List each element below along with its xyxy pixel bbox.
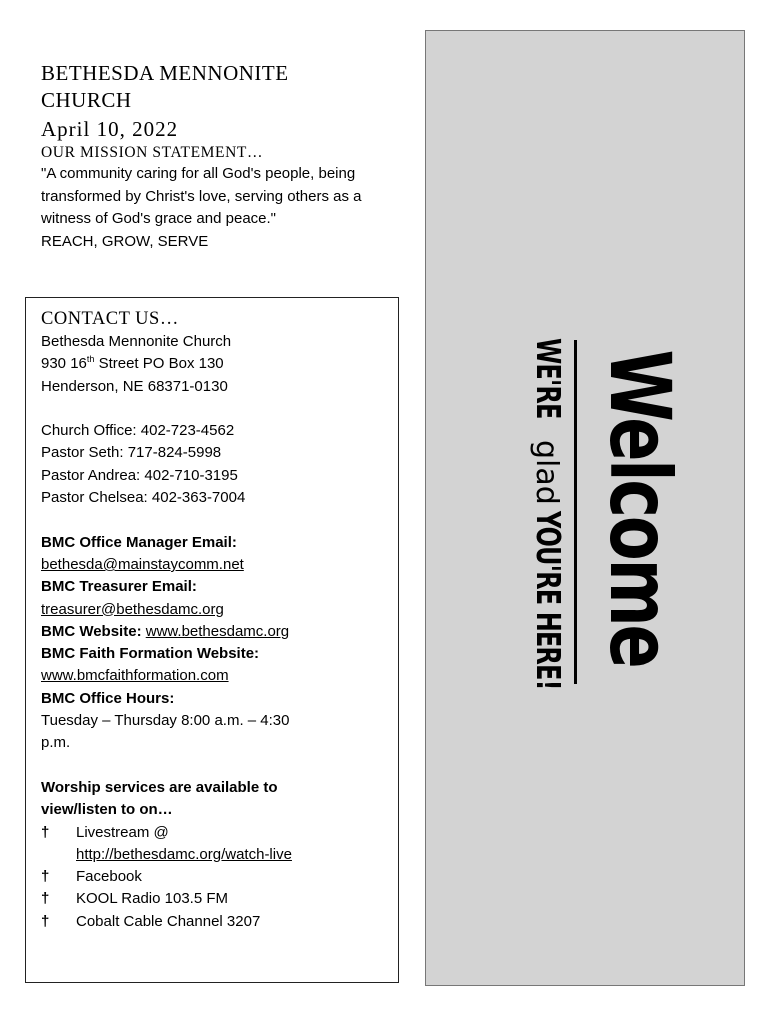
glad-text: glad — [529, 440, 564, 505]
office-hours-line2: p.m. — [41, 734, 71, 752]
address-number: 930 16 — [41, 355, 87, 373]
pastor-seth-phone: Pastor Seth: 717-824-5998 — [41, 444, 222, 462]
livestream-link[interactable]: http://bethesdamc.org/watch-live — [76, 845, 292, 863]
livestream-url-line — [41, 844, 391, 866]
were-text: WE'RE — [529, 338, 568, 419]
welcome-word: Welcome — [591, 349, 689, 667]
address-street: Street PO Box 130 — [94, 355, 224, 373]
bulletin-date: April 10, 2022 — [41, 117, 179, 141]
cross-bullet-icon: † — [41, 823, 50, 841]
treasurer-email-link[interactable]: treasurer@bethesdamc.org — [41, 600, 224, 618]
address-ordinal: th — [86, 354, 95, 365]
worship-heading-line2: view/listen to on… — [41, 801, 173, 819]
treasurer-label: BMC Treasurer Email: — [41, 578, 197, 596]
welcome-panel — [425, 30, 745, 986]
pastor-chelsea-phone: Pastor Chelsea: 402-363-7004 — [41, 489, 246, 507]
mission-heading: OUR MISSION STATEMENT… — [41, 144, 264, 161]
website-label: BMC Website: — [41, 622, 146, 640]
glad-line — [527, 338, 567, 728]
website-link[interactable]: www.bethesdamc.org — [145, 622, 290, 640]
header — [41, 60, 421, 253]
service-item-livestream — [41, 822, 391, 844]
service-label: KOOL Radio 103.5 FM — [76, 890, 229, 908]
church-name: BETHESDA MENNONITE CHURCH — [41, 61, 289, 112]
welcome-divider — [574, 340, 577, 684]
contact-heading: CONTACT US… — [41, 309, 179, 329]
service-label: Facebook — [76, 868, 142, 886]
contact-box — [25, 297, 399, 983]
cross-bullet-icon: † — [41, 912, 50, 930]
welcome-graphic — [485, 298, 689, 718]
faith-formation-label: BMC Faith Formation Website: — [41, 645, 260, 663]
church-office-phone: Church Office: 402-723-4562 — [41, 422, 235, 440]
youre-here-text: YOU'RE HERE! — [529, 510, 568, 690]
church-org-name: Bethesda Mennonite Church — [41, 333, 232, 350]
cross-bullet-icon: † — [41, 868, 50, 886]
pastor-andrea-phone: Pastor Andrea: 402-710-3195 — [41, 466, 238, 484]
office-hours-label: BMC Office Hours: — [41, 689, 175, 707]
mission-statement: "A community caring for all God's people, being transformed by Christ's love, serving others as a witness of God's grace and peace." — [41, 165, 362, 227]
service-label: Livestream @ — [76, 823, 169, 841]
office-manager-label: BMC Office Manager Email: — [41, 533, 237, 551]
worship-heading-line1: Worship services are available to — [41, 778, 278, 796]
street-address — [41, 353, 391, 375]
office-manager-email-link[interactable]: bethesda@mainstaycomm.net — [41, 555, 244, 573]
service-item-radio — [41, 888, 391, 910]
website-line — [41, 621, 391, 643]
cross-bullet-icon: † — [41, 890, 50, 908]
service-label: Cobalt Cable Channel 3207 — [76, 912, 261, 930]
service-item-facebook — [41, 866, 391, 888]
office-hours-line1: Tuesday – Thursday 8:00 a.m. – 4:30 — [41, 712, 290, 730]
faith-formation-link[interactable]: www.bmcfaithformation.com — [41, 667, 229, 685]
city-line: Henderson, NE 68371-0130 — [41, 377, 228, 395]
service-item-cable — [41, 911, 391, 933]
mission-tagline: REACH, GROW, SERVE — [41, 232, 209, 250]
